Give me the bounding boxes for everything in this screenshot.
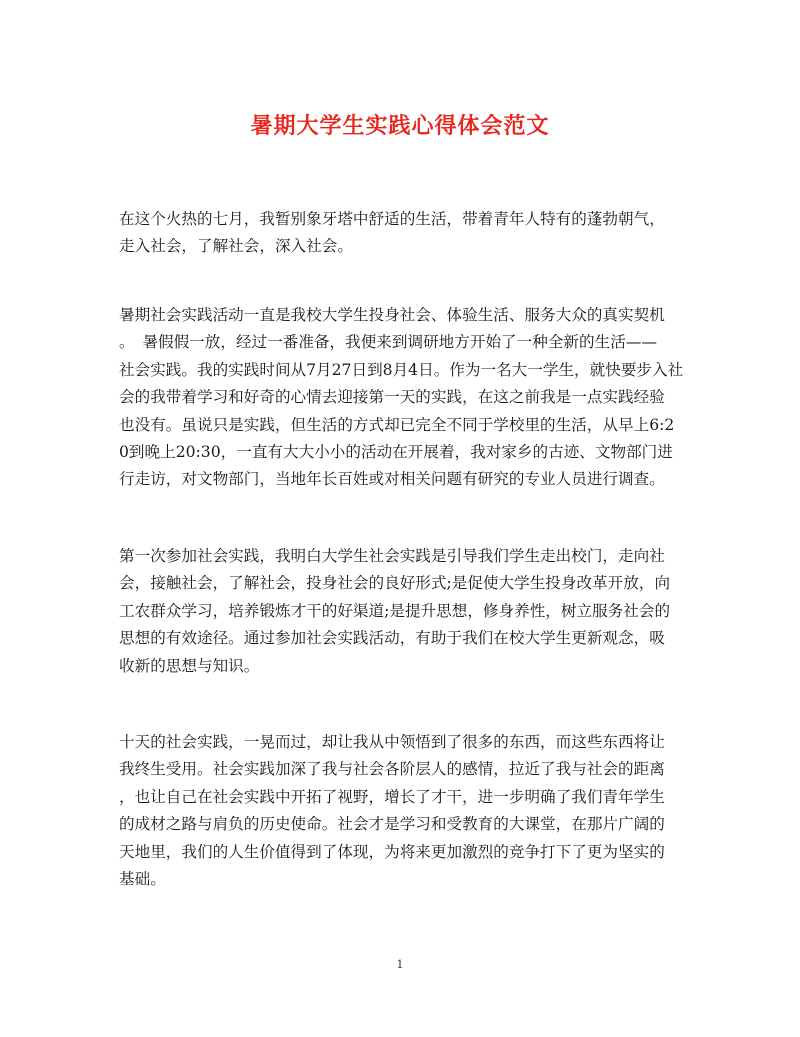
paragraph-line: 会，接触社会，了解社会，投身社会的良好形式;是促使大学生投身改革开放，向 (119, 574, 671, 593)
paragraph-line: 也没有。虽说只是实践，但生活的方式却已完全不同于学校里的生活，从早上6:2 (119, 415, 675, 434)
paragraph-line: ，也让自己在社会实践中开拓了视野，增长了才干，进一步明确了我们青年学生 (119, 787, 665, 806)
paragraph-1 (119, 206, 683, 261)
paragraph-line: 第一次参加社会实践，我明白大学生社会实践是引导我们学生走出校门，走向社 (119, 547, 665, 565)
paragraph-line: 的成材之路与肩负的历史使命。社会才是学习和受教育的大课堂，在那片广阔的 (119, 815, 665, 834)
paragraph-line: 社会实践。我的实践时间从7月27日到8月4日。作为一名大一学生，就快要步入社 (119, 360, 683, 379)
paragraph-line: 工农群众学习，培养锻炼才干的好渠道;是提升思想，修身养性，树立服务社会的 (119, 601, 671, 620)
paragraph-4 (119, 729, 683, 893)
paragraph-line: 行走访，对文物部门，当地年长百姓或对相关问题有研究的专业人员进行调查。 (119, 470, 665, 489)
document-title: 暑期大学生实践心得体会范文 (250, 113, 550, 139)
paragraph-line: 会的我带着学习和好奇的心情去迎接第一天的实践，在这之前我是一点实践经验 (119, 388, 665, 407)
paragraph-line: 走入社会，了解社会，深入社会。 (119, 237, 353, 256)
paragraph-3 (119, 543, 683, 680)
paragraph-line: 我终生受用。社会实践加深了我与社会各阶层人的感情，拉近了我与社会的距离 (119, 760, 665, 779)
paragraph-line: 在这个火热的七月，我暂别象牙塔中舒适的生活，带着青年人特有的蓬勃朝气， (119, 210, 665, 228)
paragraph-line: 思想的有效途径。通过参加社会实践活动，有助于我们在校大学生更新观念，吸 (119, 629, 665, 648)
page-number: 1 (396, 958, 404, 971)
paragraph-line: 天地里，我们的人生价值得到了体现，为将来更加激烈的竞争打下了更为坚实的 (119, 842, 665, 861)
paragraph-line: 0到晚上20:30，一直有大大小小的活动在开展着，我对家乡的古迹、文物部门进 (119, 443, 673, 462)
paragraph-line: 。 暑假假一放，经过一番准备，我便来到调研地方开始了一种全新的生活—— (119, 333, 657, 352)
paragraph-line: 基础。 (119, 870, 166, 889)
paragraph-line: 暑期社会实践活动一直是我校大学生投身社会、体验生活、服务大众的真实契机 (119, 306, 665, 324)
paragraph-line: 十天的社会实践，一晃而过，却让我从中领悟到了很多的东西，而这些东西将让 (119, 733, 665, 751)
paragraph-line: 收新的思想与知识。 (119, 656, 260, 675)
paragraph-2 (119, 302, 683, 494)
